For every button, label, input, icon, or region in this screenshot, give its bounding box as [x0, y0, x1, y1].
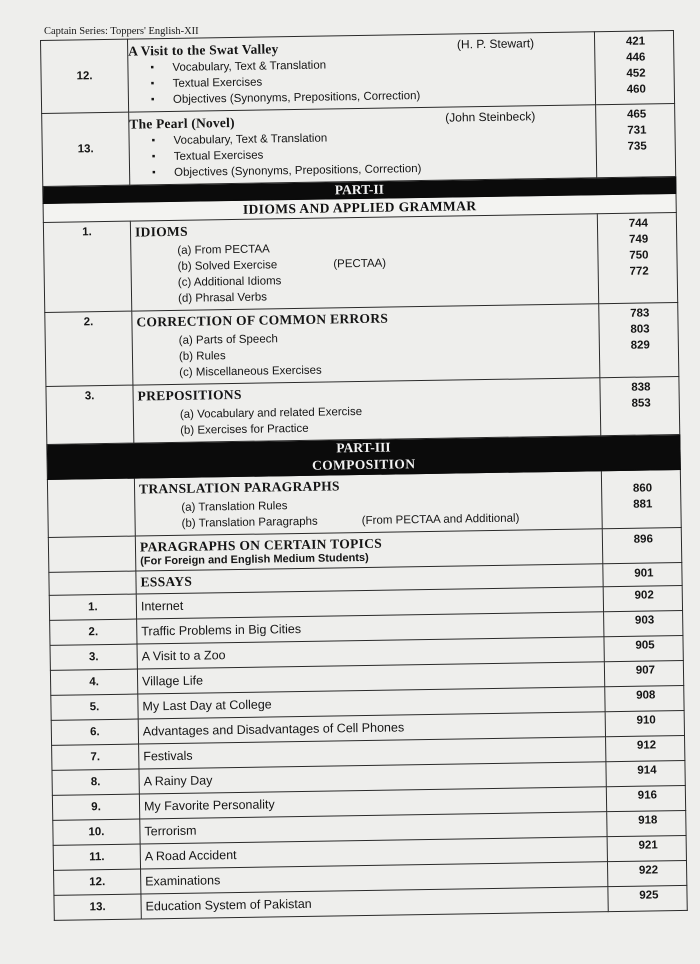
toc-section-prepositions [46, 377, 680, 445]
essay-title: A Rainy Day [143, 773, 213, 789]
essay-title: My Favorite Personality [143, 797, 275, 814]
page-number: 829 [630, 339, 650, 352]
part-title: IDIOMS AND APPLIED GRAMMAR [242, 198, 477, 217]
running-header: Captain Series: Toppers' English-XII [44, 26, 199, 37]
list-item: (a) From PECTAA [177, 243, 270, 257]
page-number: 750 [629, 249, 649, 262]
list-item: (b) Translation Paragraphs [181, 515, 318, 530]
essay-number: 8. [90, 776, 101, 789]
essay-title: Festivals [143, 748, 193, 764]
list-item: (a) Vocabulary and related Exercise [179, 405, 363, 421]
list-item: (c) Additional Idioms [177, 275, 282, 289]
part-label: PART-II [334, 181, 385, 198]
page-number: 881 [633, 498, 653, 511]
list-item: ▪ Vocabulary, Text & Translation [150, 53, 594, 76]
chapter-author: (John Steinbeck) [445, 109, 536, 125]
page-number: 916 [637, 789, 658, 802]
essay-title: Advantages and Disadvantages of Cell Phones [142, 720, 405, 739]
section-title: ESSAYS [140, 573, 193, 590]
section-title: PARAGRAPHS ON CERTAIN TOPICS [139, 535, 383, 555]
row-number: 12. [41, 39, 129, 113]
page-number: 838 [631, 381, 651, 394]
list-item: (a) Parts of Speech [178, 333, 278, 347]
section-note: (From PECTAA and Additional) [361, 512, 520, 528]
essay-title: Education System of Pakistan [145, 896, 312, 914]
page-number: 749 [628, 233, 649, 246]
section-title: TRANSLATION PARAGRAPHS [138, 478, 340, 497]
page-number: 853 [631, 397, 651, 410]
list-item: (c) Miscellaneous Exercises [179, 364, 322, 379]
page-number: 772 [629, 265, 649, 278]
page-number: 908 [636, 689, 656, 702]
list-item: (a) Translation Rules [181, 500, 288, 514]
toc-row-12 [41, 31, 675, 114]
list-item: (b) Solved Exercise [177, 259, 278, 273]
list-item: ▪ Objectives (Synonyms, Prepositions, Correction) [152, 158, 596, 181]
toc-section-translation [47, 469, 681, 537]
essay-number: 10. [88, 826, 105, 839]
section-title: IDIOMS [134, 223, 188, 240]
page-number: 452 [626, 67, 646, 80]
chapter-title: The Pearl (Novel) [129, 114, 235, 132]
page-number: 905 [635, 639, 655, 652]
essay-title: My Last Day at College [142, 697, 272, 714]
part-label: PART-III [336, 439, 391, 456]
page-number: 744 [628, 217, 649, 230]
section-note: (PECTAA) [333, 257, 387, 271]
essay-number: 5. [89, 701, 100, 714]
page-number: 925 [639, 889, 659, 902]
page-number: 735 [627, 140, 647, 153]
section-number: 1. [82, 226, 92, 239]
section-number: 2. [83, 316, 94, 329]
essay-number: 2. [88, 626, 99, 639]
essay-number: 3. [88, 651, 99, 664]
essay-title: Internet [140, 598, 184, 614]
section-subtitle: (For Foreign and English Medium Students) [140, 551, 369, 568]
chapter-author: (H. P. Stewart) [456, 36, 535, 52]
page-number: 902 [634, 589, 654, 602]
page-number: 783 [630, 307, 650, 320]
list-item: (b) Exercises for Practice [180, 422, 309, 437]
page-number: 921 [638, 839, 658, 852]
page-number: 896 [633, 533, 654, 546]
essay-title: Terrorism [144, 823, 197, 839]
essay-number: 6. [89, 726, 100, 739]
part-title: COMPOSITION [311, 456, 416, 473]
page-number: 803 [630, 323, 650, 336]
essay-number: 1. [88, 601, 98, 614]
toc-section-errors [45, 303, 679, 387]
essay-title: A Visit to a Zoo [141, 648, 226, 664]
section-title: PREPOSITIONS [137, 386, 242, 404]
essay-title: Examinations [145, 873, 221, 889]
page-number: 914 [637, 764, 657, 777]
page-number: 460 [626, 83, 646, 96]
page-number: 901 [634, 567, 654, 580]
chapter-title: A Visit to the Swat Valley [128, 41, 279, 59]
page-number: 912 [636, 739, 657, 752]
page-number: 907 [635, 664, 656, 677]
page-number: 731 [627, 124, 647, 137]
essay-number: 4. [89, 676, 99, 689]
page-number: 918 [638, 814, 658, 827]
essay-number: 12. [89, 876, 106, 889]
essay-number: 9. [91, 801, 101, 814]
list-item: ▪ Textual Exercises [151, 69, 595, 92]
page-number: 910 [636, 714, 656, 727]
page-number: 446 [626, 51, 646, 64]
page-number: 465 [626, 108, 647, 121]
row-number: 13. [42, 112, 130, 186]
page-number: 922 [638, 864, 659, 877]
essay-number: 13. [89, 901, 106, 914]
essay-title: Village Life [141, 673, 204, 689]
section-number: 3. [84, 390, 95, 403]
table-of-contents [40, 30, 688, 921]
list-item: (b) Rules [178, 350, 226, 363]
toc-section-idioms [43, 213, 677, 313]
page-number: 903 [634, 614, 655, 627]
essay-number: 7. [90, 751, 101, 764]
page-number: 421 [625, 35, 646, 48]
list-item: ▪ Vocabulary, Text & Translation [151, 126, 595, 149]
list-item: (d) Phrasal Verbs [177, 291, 268, 305]
list-item: ▪ Textual Exercises [152, 142, 596, 165]
essay-title: A Road Accident [144, 848, 237, 864]
list-item: ▪ Objectives (Synonyms, Prepositions, Correction) [151, 85, 595, 108]
essay-title: Traffic Problems in Big Cities [141, 621, 302, 639]
section-title: CORRECTION OF COMMON ERRORS [136, 310, 389, 330]
essay-number: 11. [89, 851, 105, 864]
toc-row-13 [42, 104, 676, 187]
page-number: 860 [632, 482, 653, 495]
